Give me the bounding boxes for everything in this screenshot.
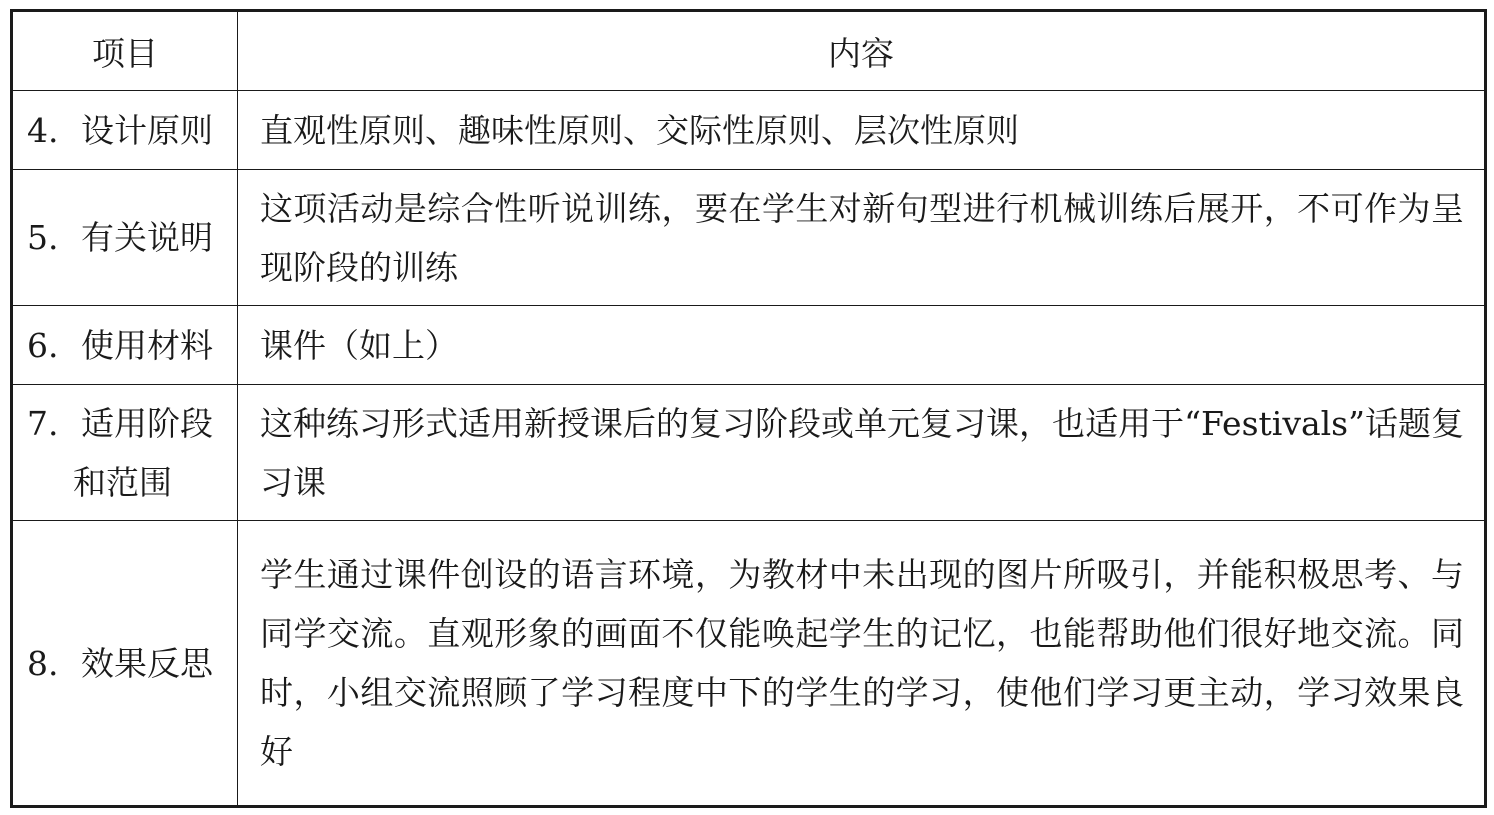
table-row (12, 91, 1486, 170)
item-cell (12, 385, 238, 521)
item-number: 4. (27, 110, 59, 150)
item-label-continued: 和范围 (73, 462, 172, 502)
item-label: 适用阶段 (81, 403, 213, 443)
item-label: 有关说明 (81, 218, 213, 257)
table-row (12, 521, 1486, 807)
item-label: 使用材料 (81, 325, 213, 365)
activity-table (10, 9, 1487, 808)
item-cell (12, 521, 238, 807)
item-number: 8. (27, 643, 59, 683)
header-content: 内容 (238, 11, 1486, 91)
content-cell: 课件（如上） (238, 306, 1486, 385)
table-row (12, 385, 1486, 521)
item-number: 5. (27, 218, 59, 257)
table-row (12, 170, 1486, 306)
content-cell: 这种练习形式适用新授课后的复习阶段或单元复习课，也适用于“Festivals”话题复习课 (238, 385, 1486, 521)
content-cell: 这项活动是综合性听说训练，要在学生对新句型进行机械训练后展开，不可作为呈现阶段的训练 (238, 170, 1486, 306)
table-header-row (12, 11, 1486, 91)
item-label: 效果反思 (81, 643, 213, 683)
content-cell: 学生通过课件创设的语言环境，为教材中未出现的图片所吸引，并能积极思考、与同学交流。直观形象的画面不仅能唤起学生的记忆，也能帮助他们很好地交流。同时，小组交流照顾了学习程度中下的学生的学习，使他们学习更主动，学习效果良好 (238, 521, 1486, 807)
item-number: 6. (27, 325, 59, 365)
item-cell (12, 170, 238, 306)
item-label: 设计原则 (81, 110, 213, 150)
item-number: 7. (27, 403, 59, 443)
item-cell (12, 306, 238, 385)
table-row (12, 306, 1486, 385)
header-item: 项目 (12, 11, 238, 91)
item-cell (12, 91, 238, 170)
content-cell: 直观性原则、趣味性原则、交际性原则、层次性原则 (238, 91, 1486, 170)
